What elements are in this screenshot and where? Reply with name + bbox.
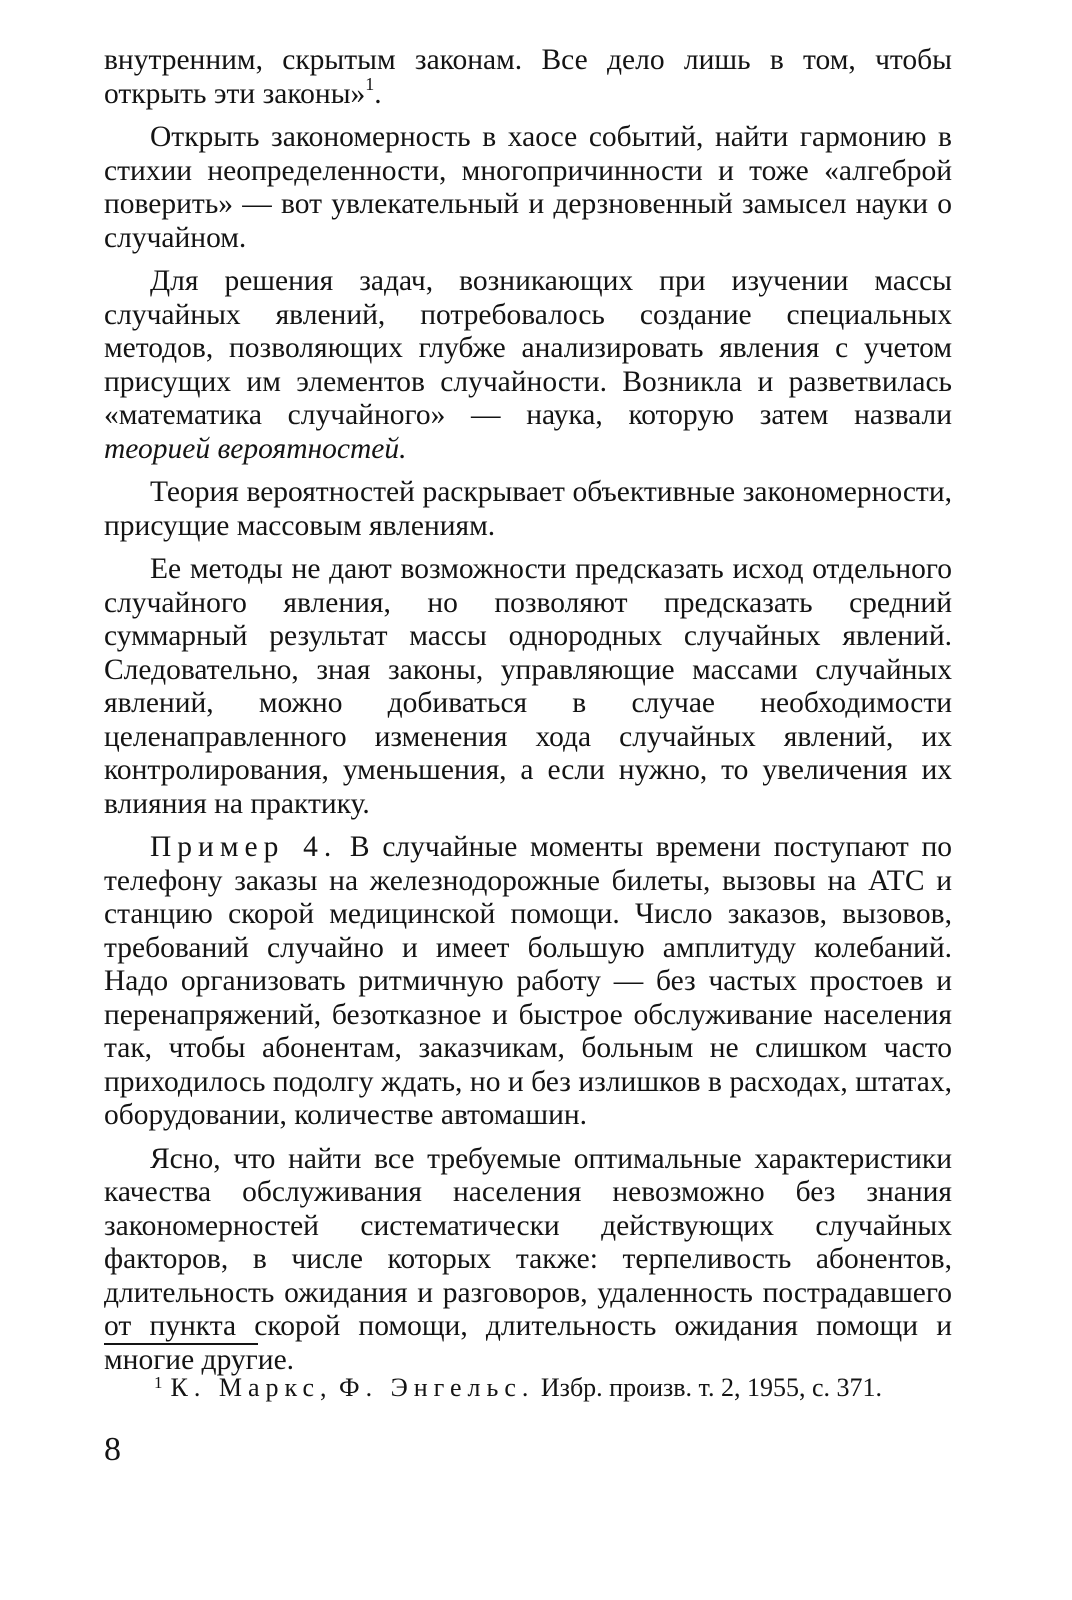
paragraph: Открыть закономерность в хаосе событий, найти гармонию в стихии неопределенности, многопричинности и тоже «алгеброй поверить» — вот увлекательный и дерзновенный замысел науки о случайном. [104, 121, 952, 254]
footnote-marker: 1 [154, 1373, 163, 1392]
paragraph: Ясно, что найти все требуемые оптимальные характеристики качества обслуживания населения невозможно без знания закономерностей систематически действующих случайных факторов, в числе которых также: терпеливость абонентов, длительность ожидания и разговоров, удаленность пострадавшего от пункта скорой помощи, длительность ожидания помощи и многие другие. [104, 1142, 952, 1376]
footnote-author: Ф. Энгельс. [339, 1373, 535, 1402]
page-number: 8 [104, 1431, 121, 1468]
paragraph-end: . [374, 77, 382, 110]
footnote-reference: 1 [365, 73, 375, 94]
paragraph-text: В случайные моменты времени поступают по телефону заказы на железнодорожные билеты, вызовы на АТС и станцию скорой медицинской помощи. Число заказов, вызовов, требований случайно и имеет большую амплитуду колебаний. Надо организовать ритмичную работу — без частых простоев и перенапряжений, безотказное и быстрое обслуживание населения так, чтобы абонентам, заказчикам, больным не слишком часто приходилось подолгу ждать, но и без излишков в расходах, штатах, оборудовании, количестве автомашин. [104, 831, 952, 1131]
footnote [104, 1367, 952, 1403]
footnote-divider [104, 1343, 258, 1345]
footnote-author: К. Маркс, [170, 1373, 333, 1402]
paragraph: Ее методы не дают возможности предсказать исход отдельного случайного явления, но позволяют предсказать средний суммарный результат массы однородных случайных явлений. Следовательно, зная законы, управляющие массами случайных явлений, можно добиваться в случае необходимости целенаправленного изменения хода случайных явлений, их контролирования, уменьшения, а если нужно, то увеличения их влияния на практику. [104, 553, 952, 820]
term-emphasis: теорией вероятностей. [104, 432, 407, 465]
paragraph-continuation [104, 44, 952, 111]
example-heading: Пример 4. [150, 831, 338, 863]
example-paragraph [104, 831, 952, 1133]
footnote-source: Избр. произв. т. 2, 1955, с. 371. [534, 1373, 882, 1402]
paragraph: Теория вероятностей раскрывает объективные закономерности, присущие массовым явлениям. [104, 476, 952, 542]
main-text [104, 44, 952, 1387]
paragraph-text: Для решения задач, возникающих при изучении массы случайных явлений, потребовалось создание специальных методов, позволяющих глубже анализировать явления с учетом присущих им элементов случайности. Возникла и разветвилась «математика случайного» — наука, которую затем назвали [104, 265, 952, 431]
paragraph-text: внутренним, скрытым законам. Все дело лишь в том, чтобы открыть эти законы» [104, 44, 952, 110]
paragraph [104, 265, 952, 466]
